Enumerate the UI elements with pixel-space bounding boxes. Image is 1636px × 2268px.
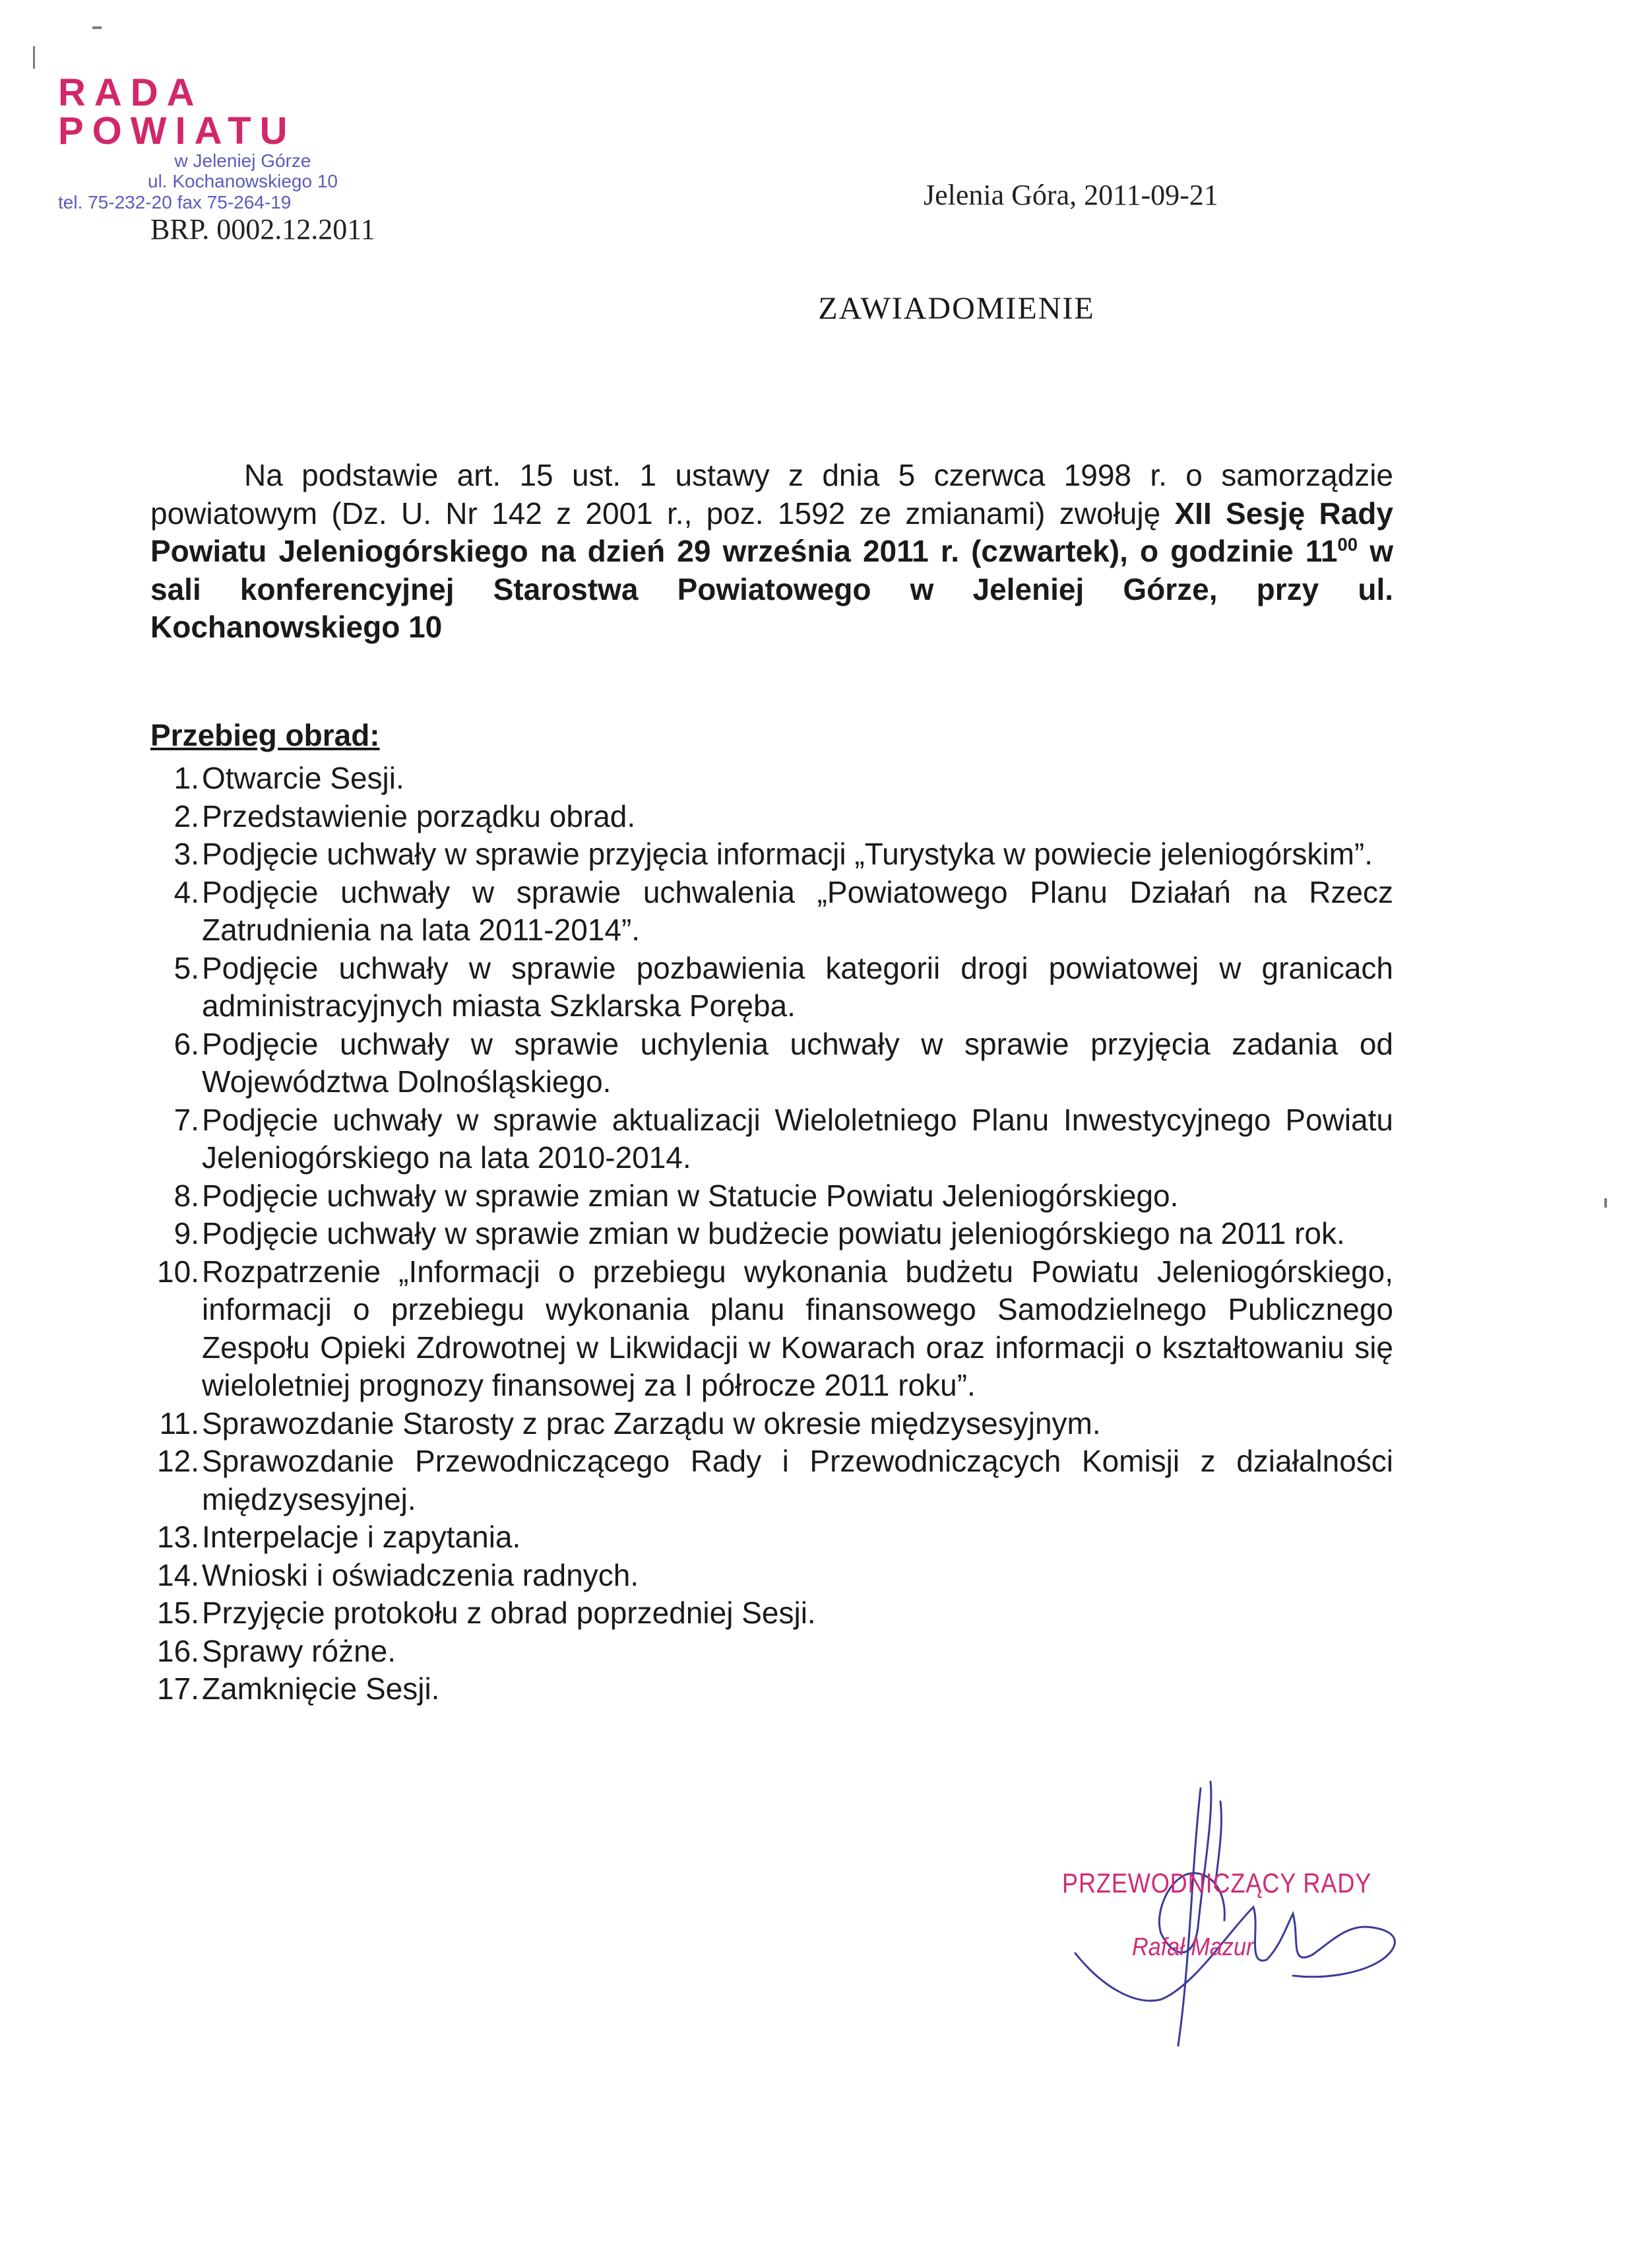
agenda-item xyxy=(150,1025,1393,1101)
agenda-item-text: Podjęcie uchwały w sprawie zmian w budżecie powiatu jeleniogórskiego na 2011 rok. xyxy=(202,1216,1345,1250)
agenda-item-number: 12. xyxy=(157,1444,199,1478)
agenda-item-number: 4. xyxy=(173,874,199,909)
agenda-item-number: 6. xyxy=(173,1026,199,1061)
agenda-item-number: 2. xyxy=(173,798,199,833)
agenda-item xyxy=(150,1633,1393,1671)
agenda-item-text: Podjęcie uchwały w sprawie przyjęcia informacji „Turystyka w powiecie jeleniogórskim”. xyxy=(202,837,1373,871)
reference-number: BRP. 0002.12.2011 xyxy=(150,213,375,245)
agenda-item-number: 14. xyxy=(157,1557,199,1592)
agenda-item xyxy=(150,1594,1393,1633)
agenda-item-text: Wnioski i oświadczenia radnych. xyxy=(202,1557,639,1592)
agenda-item-text: Podjęcie uchwały w sprawie uchylenia uchwały w sprawie przyjęcia zadania od Województwa Dolnośląskiego. xyxy=(202,1026,1393,1099)
signature-name-stamp: Rafał Mazur xyxy=(1132,1933,1254,1961)
document-title: ZAWIADOMIENIE xyxy=(818,291,1095,326)
scan-speck xyxy=(1604,1198,1607,1208)
agenda-heading: Przebieg obrad: xyxy=(150,717,380,752)
agenda-item-text: Podjęcie uchwały w sprawie aktualizacji Wieloletniego Planu Inwestycyjnego Powiatu Jeleniogórskiego na lata 2010-2014. xyxy=(202,1102,1393,1175)
agenda-item-number: 7. xyxy=(173,1102,199,1137)
stamp-address: ul. Kochanowskiego 10 xyxy=(148,171,338,192)
agenda-item xyxy=(150,1518,1393,1557)
agenda-item-text: Podjęcie uchwały w sprawie zmian w Statucie Powiatu Jeleniogórskiego. xyxy=(202,1178,1179,1213)
intro-text: Na podstawie art. 15 ust. 1 ustawy z dnia 5 czerwca 1998 r. o samorządzie powiatowym (Dz. U. Nr 142 z 2001 r., poz. 1592 ze zmianami) zwołuję xyxy=(150,458,1393,531)
agenda-item xyxy=(150,1670,1393,1708)
agenda-item-text: Sprawozdanie Przewodniczącego Rady i Przewodniczących Komisji z działalności międzysesyjnej. xyxy=(202,1444,1393,1516)
agenda-item-text: Interpelacje i zapytania. xyxy=(202,1520,521,1554)
agenda-item xyxy=(150,760,1393,798)
agenda-item-number: 9. xyxy=(173,1216,199,1250)
agenda-item xyxy=(150,798,1393,836)
agenda-item xyxy=(150,1405,1393,1443)
agenda-item-text: Sprawy różne. xyxy=(202,1633,396,1668)
agenda-item-number: 5. xyxy=(173,950,199,985)
agenda-item-text: Przedstawienie porządku obrad. xyxy=(202,798,636,833)
agenda-item-number: 8. xyxy=(173,1178,199,1213)
agenda-item xyxy=(150,874,1393,950)
agenda-item xyxy=(150,1101,1393,1177)
agenda-item-text: Otwarcie Sesji. xyxy=(202,761,404,795)
agenda-item xyxy=(150,835,1393,874)
agenda-item-number: 10. xyxy=(157,1254,199,1289)
signature-role-stamp: PRZEWODNICZĄCY RADY xyxy=(1062,1867,1372,1898)
stamp-phone: tel. 75-232-20 fax 75-264-19 xyxy=(58,191,292,212)
intro-location-bold: w sali konferencyjnej Starostwa Powiatowego w Jeleniej Górze, przy ul. Kochanowskiego 10 xyxy=(150,534,1393,644)
agenda-item xyxy=(150,1215,1393,1253)
agenda-item-number: 3. xyxy=(173,837,199,871)
agenda-list xyxy=(150,760,1393,1708)
agenda-item-number: 17. xyxy=(157,1671,199,1706)
agenda-item-text: Sprawozdanie Starosty z prac Zarządu w okresie międzysesyjnym. xyxy=(202,1406,1101,1441)
agenda-item xyxy=(150,1442,1393,1518)
scan-speck xyxy=(33,46,35,69)
handwritten-signature-icon xyxy=(1062,1775,1432,2052)
signature-block xyxy=(1062,1775,1432,2052)
document-body xyxy=(150,457,1393,1708)
agenda-item-number: 16. xyxy=(157,1633,199,1668)
place-date: Jelenia Góra, 2011-09-21 xyxy=(924,179,1218,211)
stamp-city: w Jeleniej Górze xyxy=(174,150,311,171)
agenda-item xyxy=(150,1557,1393,1595)
agenda-item-text: Podjęcie uchwały w sprawie uchwalenia „Powiatowego Planu Działań na Rzecz Zatrudnienia na lata 2011-2014”. xyxy=(202,874,1393,947)
agenda-item-number: 13. xyxy=(157,1520,199,1554)
agenda-item-number: 11. xyxy=(159,1406,199,1441)
intro-session-bold: XII Sesję Rady Powiatu Jeleniogórskiego na dzień 29 września 2011 r. (czwartek), o godzinie 11 xyxy=(150,496,1393,568)
agenda-item-number: 15. xyxy=(157,1596,199,1630)
agenda-item xyxy=(150,1253,1393,1405)
intro-hour-superscript: 00 xyxy=(1337,534,1358,555)
scan-speck xyxy=(92,26,102,29)
council-stamp xyxy=(58,71,427,212)
agenda-item-text: Przyjęcie protokołu z obrad poprzedniej Sesji. xyxy=(202,1596,816,1630)
agenda-item-text: Zamknięcie Sesji. xyxy=(202,1671,440,1706)
agenda-item-number: 1. xyxy=(173,761,199,795)
agenda-item-text: Rozpatrzenie „Informacji o przebiegu wykonania budżetu Powiatu Jeleniogórskiego, informacji o przebiegu wykonania planu finansowego Samodzielnego Publicznego Zespołu Opieki Zdrowotnej w Likwidacji w Kowarach oraz informacji o kształtowaniu się wieloletniej prognozy finansowej za I półrocze 2011 roku”. xyxy=(202,1254,1393,1402)
stamp-title: RADA POWIATU xyxy=(58,71,296,152)
agenda-item-text: Podjęcie uchwały w sprawie pozbawienia kategorii drogi powiatowej w granicach administracyjnych miasta Szklarska Poręba. xyxy=(202,950,1393,1023)
agenda-item xyxy=(150,1177,1393,1215)
agenda-item xyxy=(150,950,1393,1025)
intro-paragraph xyxy=(150,457,1393,647)
